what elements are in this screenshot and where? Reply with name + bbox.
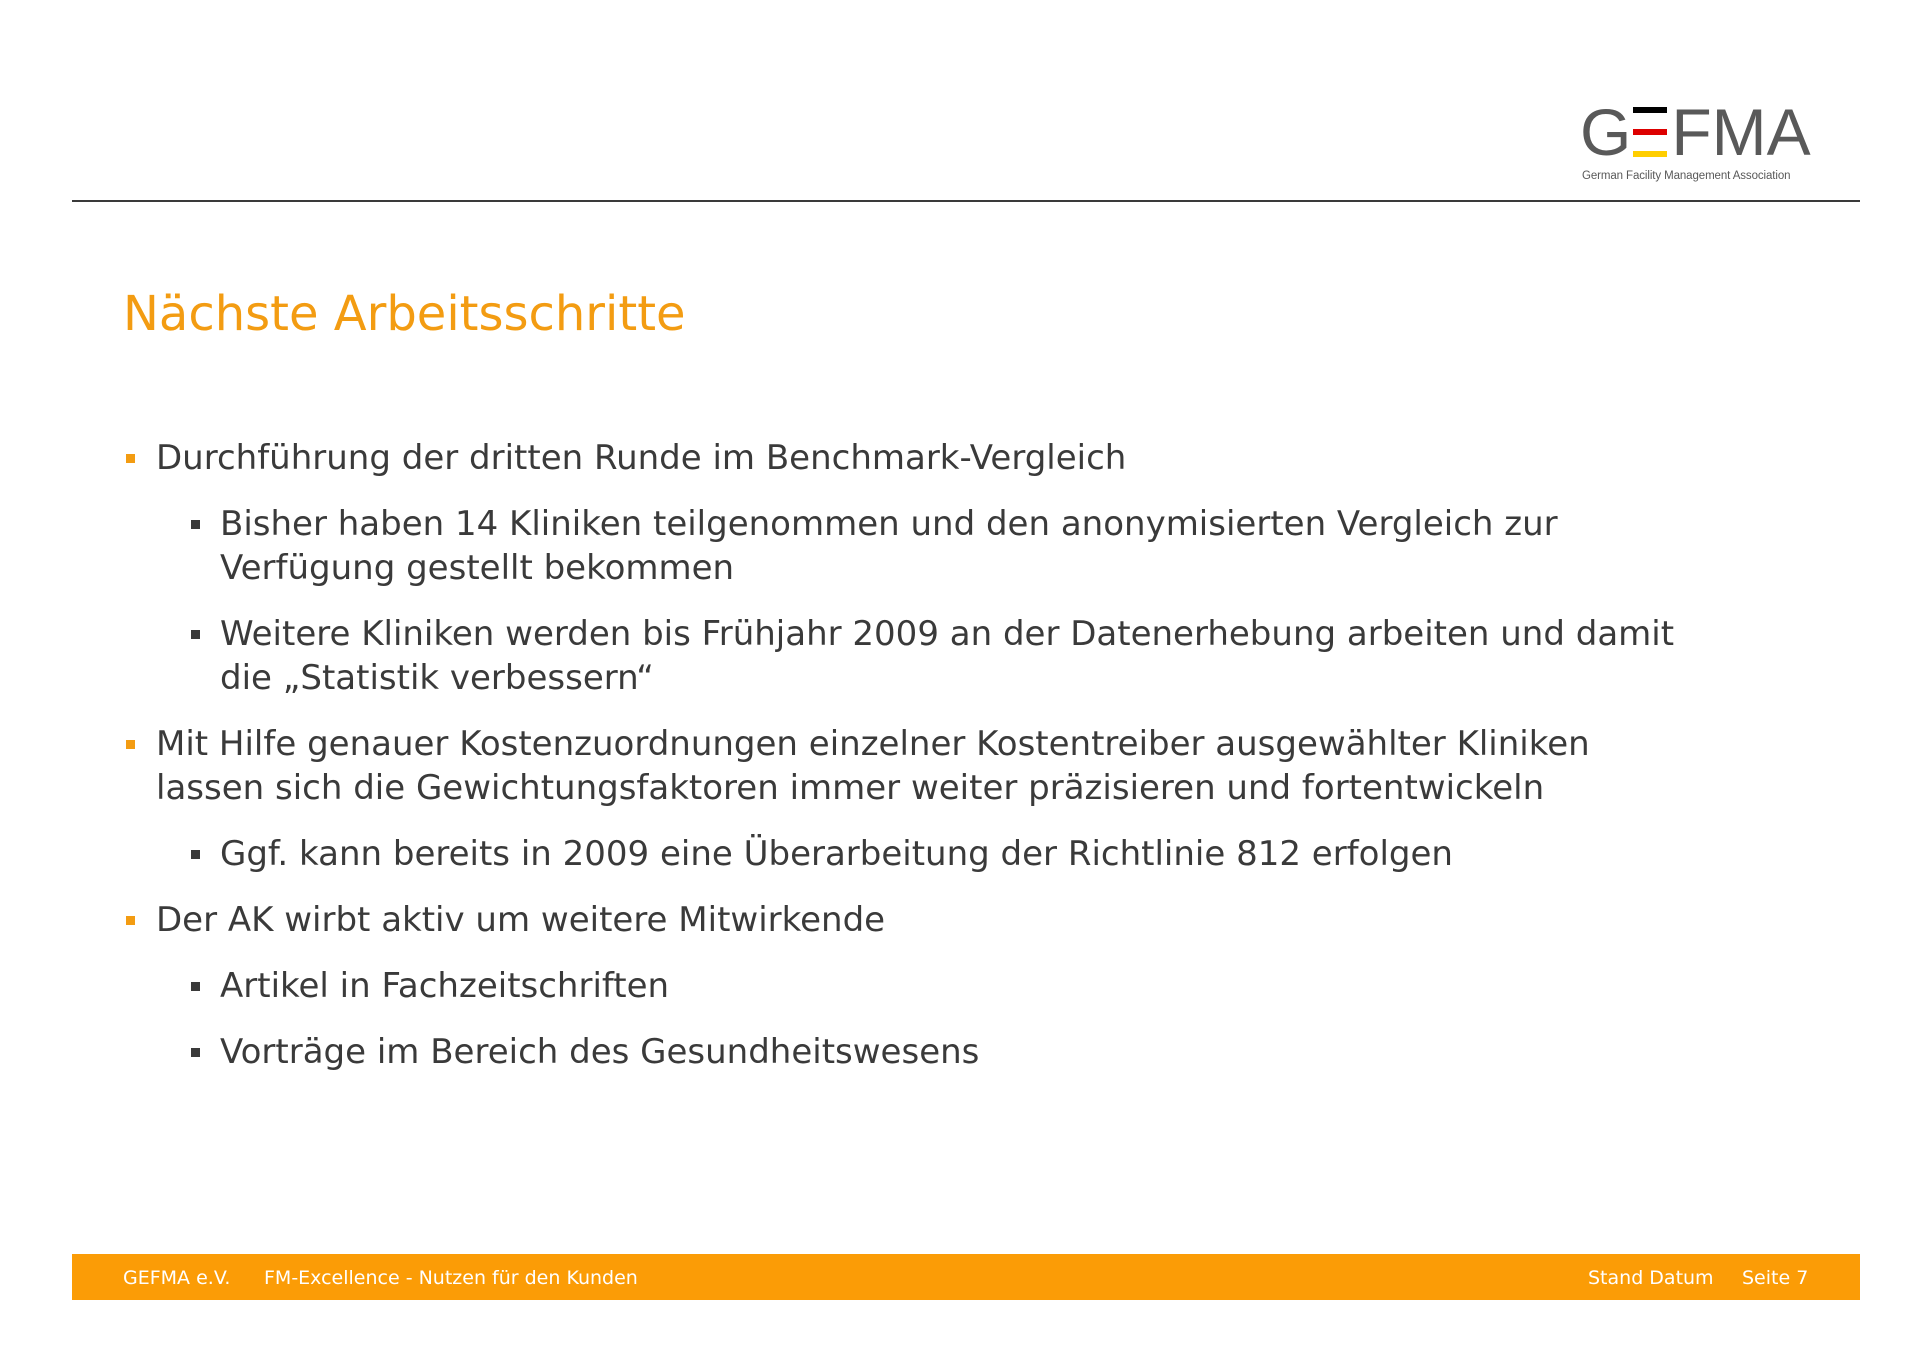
sub-bullet-text: die „Statistik verbessern“ [220, 658, 654, 698]
gefma-logo [1580, 95, 1811, 190]
sub-bullet-item [220, 832, 1453, 876]
slide-title: Nächste Arbeitsschritte [123, 286, 686, 342]
logo-stripe-black [1633, 107, 1667, 113]
bullet-text: Der AK wirbt aktiv um weitere Mitwirkende [156, 900, 886, 940]
footer-org: GEFMA e.V. [123, 1267, 231, 1289]
bullet-item [156, 722, 1590, 810]
logo-tagline: German Facility Management Association [1582, 170, 1791, 182]
square-bullet-icon [191, 1048, 200, 1057]
sub-bullet-item [220, 612, 1674, 700]
logo-stripe-gold [1633, 151, 1667, 157]
bullet-item [156, 898, 885, 942]
sub-bullet-text: Verfügung gestellt bekommen [220, 548, 735, 588]
sub-bullet-text: Vorträge im Bereich des Gesundheitswesens [220, 1032, 980, 1072]
sub-bullet-text: Bisher haben 14 Kliniken teilgenommen und den anonymisierten Vergleich zur [220, 504, 1558, 544]
square-bullet-icon [191, 520, 200, 529]
footer-page-number: Seite 7 [1742, 1267, 1809, 1289]
logo-letter-g: G [1580, 95, 1632, 169]
footer-subject: FM-Excellence - Nutzen für den Kunden [264, 1267, 638, 1289]
sub-bullet-item [220, 964, 669, 1008]
sub-bullet-text: Weitere Kliniken werden bis Frühjahr 2009 an der Datenerhebung arbeiten und damit [220, 614, 1675, 654]
orange-bullet-icon [126, 916, 135, 925]
sub-bullet-text: Artikel in Fachzeitschriften [220, 966, 670, 1006]
square-bullet-icon [191, 630, 200, 639]
square-bullet-icon [191, 982, 200, 991]
footer-date: Stand Datum [1588, 1267, 1714, 1289]
sub-bullet-item [220, 1030, 979, 1074]
header-rule [72, 200, 1860, 202]
orange-bullet-icon [126, 454, 135, 463]
logo-letters-fma: FMA [1671, 95, 1811, 169]
logo-flag-e [1633, 107, 1669, 157]
square-bullet-icon [191, 850, 200, 859]
sub-bullet-text: Ggf. kann bereits in 2009 eine Überarbeitung der Richtlinie 812 erfolgen [220, 834, 1453, 874]
bullet-item [156, 436, 1126, 480]
bullet-text: lassen sich die Gewichtungsfaktoren immer weiter präzisieren und fortentwickeln [156, 768, 1545, 808]
logo-wordmark [1580, 95, 1811, 169]
bullet-text: Durchführung der dritten Runde im Benchmark-Vergleich [156, 438, 1127, 478]
logo-stripe-red [1633, 129, 1667, 135]
sub-bullet-item [220, 502, 1558, 590]
orange-bullet-icon [126, 740, 135, 749]
bullet-text: Mit Hilfe genauer Kostenzuordnungen einzelner Kostentreiber ausgewählter Kliniken [156, 724, 1590, 764]
